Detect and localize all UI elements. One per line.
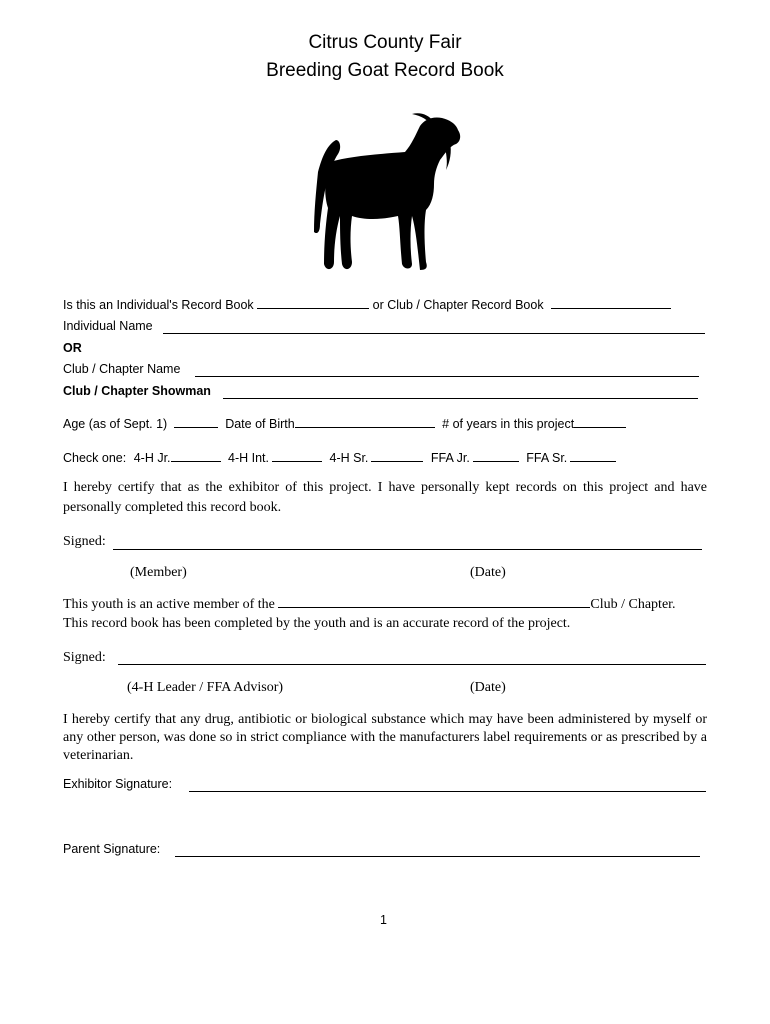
- member-date-caption: (Date): [470, 565, 506, 580]
- leader-signed-label: Signed:: [63, 650, 106, 665]
- individual-name-field[interactable]: [163, 333, 705, 334]
- member-caption: (Member): [130, 565, 187, 580]
- check-one-label: Check one:: [63, 451, 127, 465]
- exhibitor-signature-field[interactable]: [189, 791, 706, 792]
- goat-silhouette-icon: [300, 112, 470, 282]
- dob-field[interactable]: [295, 416, 435, 428]
- leader-caption: (4-H Leader / FFA Advisor): [127, 680, 284, 695]
- option-4h-int: 4-H Int.: [228, 451, 270, 465]
- parent-signature-field[interactable]: [175, 856, 700, 857]
- years-label: # of years in this project: [442, 417, 575, 431]
- club-name-label: Club / Chapter Name: [63, 362, 181, 376]
- individual-record-book-field[interactable]: [257, 297, 369, 309]
- member-signature-field[interactable]: [113, 549, 702, 550]
- option-4h-int-field[interactable]: [272, 450, 322, 462]
- leader-membership-row: [63, 595, 676, 613]
- option-4h-jr-field[interactable]: [171, 450, 221, 462]
- club-chapter-field[interactable]: [278, 595, 590, 608]
- title-line-2: Breeding Goat Record Book: [266, 60, 504, 81]
- exhibitor-certification-text: I hereby certify that as the exhibitor of this project. I have personally kept records on this project and have personally completed this record book.: [63, 480, 707, 515]
- age-row: [63, 416, 626, 431]
- leader-completion-text: This record book has been completed by the youth and is an accurate record of the project.: [63, 616, 571, 631]
- option-ffa-jr-field[interactable]: [473, 450, 519, 462]
- option-4h-jr: 4-H Jr.: [133, 451, 171, 465]
- membership-text-before: This youth is an active member of the: [63, 597, 275, 612]
- record-book-question-label: Is this an Individual's Record Book: [63, 298, 254, 312]
- club-showman-field[interactable]: [223, 398, 698, 399]
- club-showman-label: Club / Chapter Showman: [63, 384, 211, 398]
- exhibitor-signature-label: Exhibitor Signature:: [63, 777, 173, 791]
- membership-text-after: Club / Chapter.: [590, 597, 676, 612]
- option-ffa-sr-field[interactable]: [570, 450, 616, 462]
- option-ffa-jr: FFA Jr.: [430, 451, 470, 465]
- page-number: 1: [380, 913, 387, 927]
- option-4h-sr-field[interactable]: [371, 450, 423, 462]
- club-name-field[interactable]: [195, 376, 699, 377]
- age-label: Age (as of Sept. 1): [63, 417, 168, 431]
- years-field[interactable]: [574, 416, 626, 428]
- dob-label: Date of Birth: [225, 417, 295, 431]
- club-record-book-label: or Club / Chapter Record Book: [372, 298, 544, 312]
- or-label: OR: [63, 341, 82, 355]
- age-field[interactable]: [174, 416, 218, 428]
- club-record-book-field[interactable]: [551, 297, 671, 309]
- option-4h-sr: 4-H Sr.: [329, 451, 369, 465]
- member-signed-label: Signed:: [63, 534, 106, 549]
- parent-signature-label: Parent Signature:: [63, 842, 161, 856]
- drug-certification-text: I hereby certify that any drug, antibiotic or biological substance which may have been administered by myself or any other person, was done so in strict compliance with the manufacturers label requirements or as prescribed by a veterinarian.: [63, 712, 707, 763]
- leader-date-caption: (Date): [470, 680, 506, 695]
- record-book-question: [63, 297, 671, 312]
- title-line-1: Citrus County Fair: [308, 32, 462, 53]
- option-ffa-sr: FFA Sr.: [526, 451, 568, 465]
- individual-name-label: Individual Name: [63, 319, 153, 333]
- leader-signature-field[interactable]: [118, 664, 706, 665]
- check-one-row: [63, 450, 616, 465]
